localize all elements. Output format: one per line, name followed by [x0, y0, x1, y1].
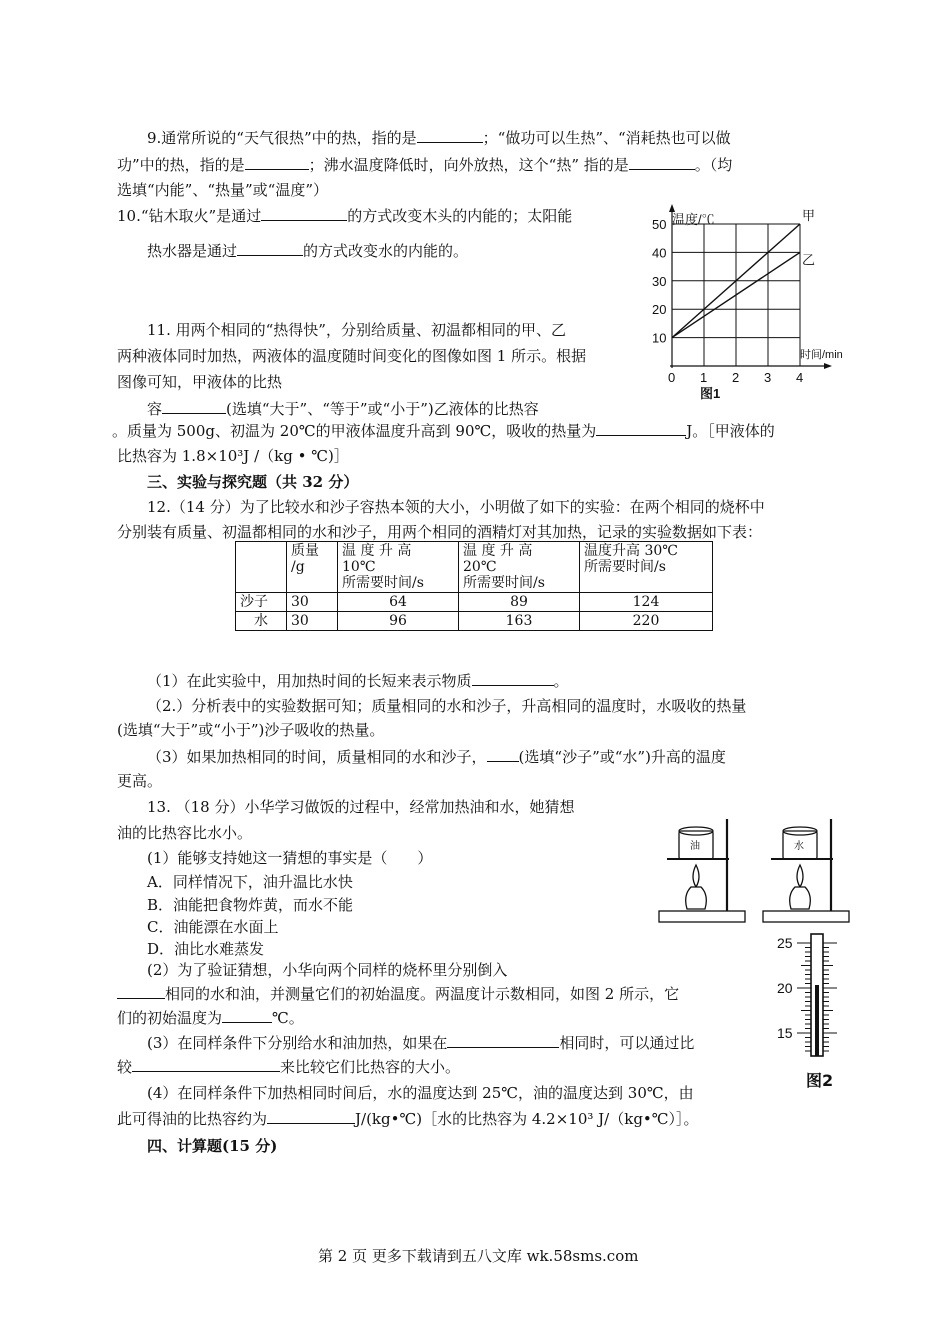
table-cell: 64	[338, 593, 459, 612]
y-tick-label: 30	[652, 273, 667, 289]
series-label: 甲	[802, 209, 816, 224]
q13-p2a: (2）为了验证猜想，小华向两个同样的烧杯里分别倒入	[147, 961, 508, 979]
q11-line1: 11. 用两个相同的“热得快”，分别给质量、初温都相同的甲、乙	[147, 321, 566, 339]
q12-blank-1[interactable]	[472, 670, 554, 686]
q9-blank-2[interactable]	[245, 154, 309, 170]
stand-base	[659, 911, 745, 922]
q11-blank-1[interactable]	[162, 398, 226, 414]
stand-base	[763, 911, 849, 922]
q10-line1: 10.“钻木取火”是通过 的方式改变木头的内能的；太阳能	[117, 207, 573, 225]
table-row	[236, 612, 713, 631]
x-tick-label: 0	[668, 370, 676, 385]
y-tick-label: 10	[652, 330, 667, 346]
q13-blank-2[interactable]	[222, 1007, 272, 1023]
series-label: 乙	[802, 253, 816, 269]
table-cell: 220	[580, 612, 713, 631]
figure1-xlabel: 时间/min	[800, 349, 843, 361]
table-cell: 水	[236, 612, 287, 631]
figure2-apparatus	[655, 815, 855, 927]
q11-line3: 图像可知，甲液体的比热	[117, 373, 283, 391]
table-header-cell: 温 度 升 高 20℃ 所需要时间/s	[459, 542, 580, 593]
q12-line2: 分别装有质量、初温都相同的水和沙子，用两个相同的酒精灯对其加热，记录的实验数据如下表：	[117, 523, 763, 541]
q13-blank-3[interactable]	[447, 1032, 559, 1048]
table-cell: 163	[459, 612, 580, 631]
q11-line6: 比热容为 1.8×10³J /（kg • ℃)］	[117, 447, 349, 465]
q9-blank-1[interactable]	[417, 127, 483, 143]
thermometer-scale-20: 20	[777, 980, 793, 996]
q13-blank-1[interactable]	[117, 983, 165, 999]
q12-sub1: （1）在此实验中，用加热时间的长短来表示物质 。	[147, 672, 569, 690]
table-cell: 沙子	[236, 593, 287, 612]
q9-line3: 选填“内能”、“热量”或“温度”）	[117, 181, 329, 199]
water-apparatus	[763, 819, 849, 922]
x-tick-label: 1	[700, 370, 708, 385]
y-tick-label: 20	[652, 302, 667, 318]
section4-heading: 四、计算题(15 分)	[147, 1137, 278, 1155]
table-cell: 124	[580, 593, 713, 612]
q11-line5: 。质量为 500g、初温为 20℃的甲液体温度升高到 90℃，吸收的热量为 J。［甲液体的	[112, 422, 775, 440]
table-cell: 30	[287, 593, 338, 612]
figure1-ylabel: 温度/℃	[672, 212, 715, 227]
q13-p3a: (3）在同样条件下分别给水和油加热，如果在 相同时，可以通过比	[147, 1034, 695, 1052]
q13-blank-4[interactable]	[132, 1056, 280, 1072]
figure1-caption: 图1	[700, 386, 721, 401]
table-row	[236, 593, 713, 612]
table-cell: 89	[459, 593, 580, 612]
q12-line1: 12.（14 分）为了比较水和沙子容热本领的大小，小明做了如下的实验：在两个相同的烧杯中	[147, 498, 765, 516]
table-header-cell: 温 度 升 高 10℃ 所需要时间/s	[338, 542, 459, 593]
q13-p2b: 相同的水和油，并测量它们的初始温度。两温度计示数相同，如图 2 所示，它	[117, 983, 679, 1004]
q13-p4b: 此可得油的比热容约为 J/(kg•℃)［水的比热容为 4.2×10³ J/（kg•℃）］。	[117, 1110, 699, 1128]
q9-line2: 功”中的热，指的是 ；沸水温度降低时，向外放热，这个“热” 指的是 。（均	[117, 156, 733, 174]
q13-p3c: 较 来比较它们比热容的大小。	[117, 1058, 461, 1076]
q13-p1: (1）能够支持她这一猜想的事实是（ ）	[147, 849, 433, 867]
q13-option-c: C．油能漂在水面上	[147, 918, 279, 936]
q13-option-a: A．同样情况下，油升温比水快	[147, 873, 353, 891]
q13-blank-5[interactable]	[267, 1108, 355, 1124]
q13-line1: 13. （18 分）小华学习做饭的过程中，经常加热油和水，她猜想	[147, 798, 575, 816]
q11-blank-2[interactable]	[596, 420, 686, 436]
q13-option-b: B．油能把食物炸黄，而水不能	[147, 896, 354, 914]
x-tick-label: 2	[732, 370, 740, 385]
figure1-x-arrow	[824, 363, 832, 369]
table-cell: 30	[287, 612, 338, 631]
oil-apparatus	[659, 819, 745, 922]
q9-blank-3[interactable]	[629, 154, 695, 170]
figure2-thermometer	[775, 930, 850, 1060]
oil-label: 油	[690, 841, 700, 852]
q13-p2c: 们的初始温度为 ℃。	[117, 1009, 304, 1027]
q12-sub2b: (选填“大于”或“小于”)沙子吸收的热量。	[117, 721, 385, 739]
x-tick-label: 4	[796, 370, 804, 385]
flame	[693, 865, 699, 887]
thermometer-scale-25: 25	[777, 935, 793, 951]
q12-sub3: （3）如果加热相同的时间，质量相同的水和沙子， (选填“沙子”或“水”)升高的温度	[147, 748, 726, 766]
water-label: 水	[794, 841, 804, 852]
table-header-cell	[236, 542, 287, 593]
q10-blank-2[interactable]	[237, 240, 303, 256]
q13-option-d: D．油比水难蒸发	[147, 940, 265, 958]
page-footer: 第 2 页 更多下载请到五八文库 wk.58sms.com	[318, 1247, 639, 1265]
q10-blank-1[interactable]	[261, 205, 347, 221]
x-tick-label: 3	[764, 370, 772, 385]
flame	[797, 865, 803, 887]
figure2-caption: 图2	[806, 1071, 834, 1090]
q9-line1: 9.通常所说的“天气很热”中的热，指的是 ；“做功可以生热”、“消耗热也可以做	[147, 129, 731, 147]
table-header-row	[236, 542, 713, 593]
q13-p4a: (4）在同样条件下加热相同时间后，水的温度达到 25℃，油的温度达到 30℃，由	[147, 1084, 694, 1102]
y-tick-label: 50	[652, 217, 667, 232]
q12-sub3c: 更高。	[117, 772, 163, 790]
alcohol-lamp	[790, 887, 811, 909]
q10-line2: 热水器是通过 的方式改变水的内能的。	[147, 242, 469, 260]
q13-line2: 油的比热容比水小。	[117, 824, 253, 842]
figure1-chart	[650, 200, 870, 412]
alcohol-lamp	[686, 887, 707, 909]
q11-line2: 两种液体同时加热，两液体的温度随时间变化的图像如图 1 所示。根据	[117, 347, 587, 365]
q12-data-table	[235, 541, 713, 631]
table-cell: 96	[338, 612, 459, 631]
section3-heading: 三、实验与探究题（共 32 分）	[147, 473, 359, 491]
table-header-cell: 温度升高 30℃ 所需要时间/s	[580, 542, 713, 593]
table-header-cell: 质量 /g	[287, 542, 338, 593]
thermometer-liquid	[815, 985, 819, 1056]
q11-line4: 容 (选填“大于”、“等于”或“小于”)乙液体的比热容	[147, 400, 539, 418]
q12-sub2: （2.）分析表中的实验数据可知；质量相同的水和沙子，升高相同的温度时，水吸收的热量	[147, 697, 747, 715]
thermometer-scale-15: 15	[777, 1025, 793, 1041]
figure1-y-arrow	[669, 204, 675, 212]
q12-blank-2[interactable]	[487, 746, 519, 762]
y-tick-label: 40	[652, 245, 667, 261]
